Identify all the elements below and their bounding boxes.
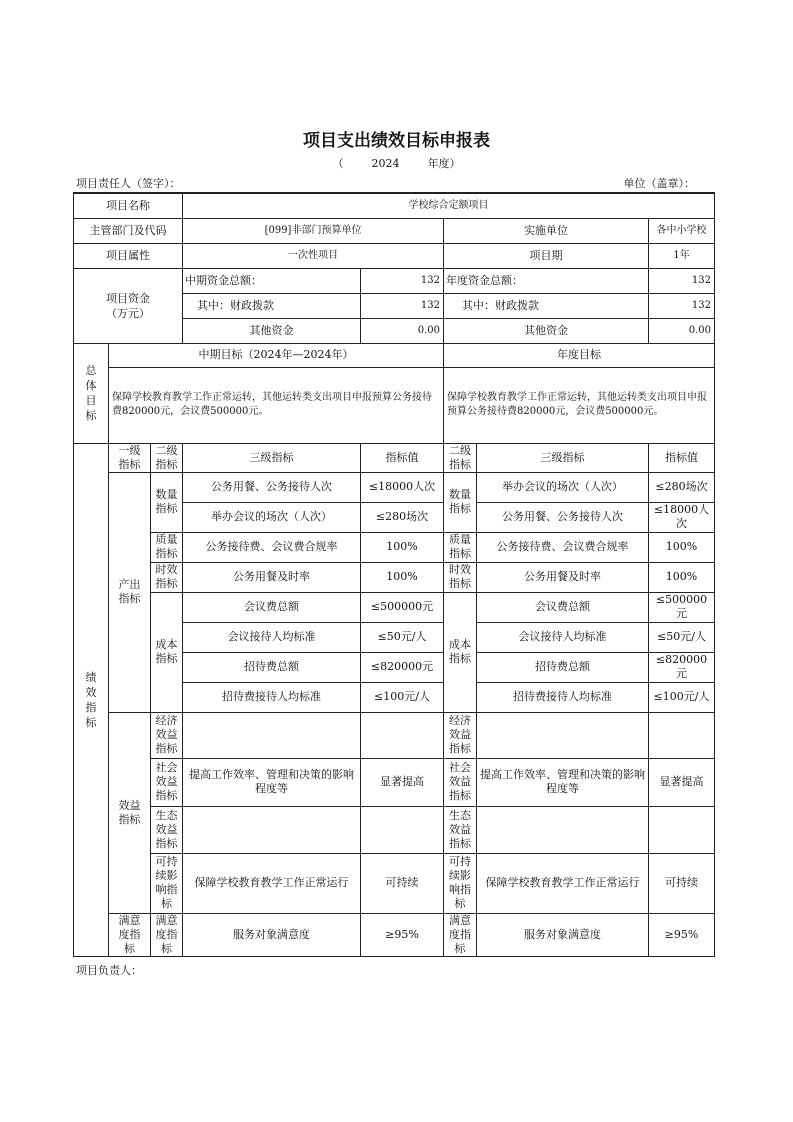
overall-goal-label: 总 体 目 标 bbox=[74, 343, 109, 443]
mid-econ-value bbox=[361, 712, 444, 758]
yr-time-label: 时效 指标 bbox=[444, 562, 477, 592]
yr-quality-label: 质量 指标 bbox=[444, 532, 477, 562]
yr-econ bbox=[477, 712, 649, 758]
yr-social-label: 社会 效益 指标 bbox=[444, 758, 477, 806]
yr-c4-value: ≤100元/人 bbox=[649, 682, 715, 712]
yr-eco-value bbox=[649, 806, 715, 853]
satisfaction-sub-label: 满意 度指 标 bbox=[151, 913, 183, 956]
yr-level2-header: 二级 指标 bbox=[444, 443, 477, 472]
project-name-value: 学校综合定额项目 bbox=[183, 193, 715, 218]
year-goal-header: 年度目标 bbox=[444, 343, 715, 367]
mid-satisfaction: 服务对象满意度 bbox=[183, 913, 361, 956]
year-value: 2024 bbox=[371, 157, 400, 170]
mid-fiscal-value: 132 bbox=[361, 293, 444, 318]
year-fiscal-label: 其中：财政拨款 bbox=[444, 293, 649, 318]
quality-label: 质量 指标 bbox=[151, 532, 183, 562]
yr-cost-label: 成本 指标 bbox=[444, 592, 477, 712]
social-label: 社会 效益 指标 bbox=[151, 758, 183, 806]
mid-c3-value: ≤820000元 bbox=[361, 652, 444, 682]
project-period-label: 项目期 bbox=[444, 243, 649, 268]
mid-goal-header: 中期目标（2024年—2024年） bbox=[109, 343, 444, 367]
output-indicator-label: 产出 指标 bbox=[109, 472, 151, 712]
mid-total-value: 132 bbox=[361, 268, 444, 293]
year-goal-text: 保障学校教育教学工作正常运转，其他运转类支出项目申报预算公务接待费820000元，会议费500000元。 bbox=[444, 367, 715, 443]
page-title: 项目支出绩效目标申报表 bbox=[303, 131, 490, 151]
yr-time: 公务用餐及时率 bbox=[477, 562, 649, 592]
year-total-label: 年度资金总额： bbox=[444, 268, 649, 293]
yr-q2: 公务用餐、公务接待人次 bbox=[477, 502, 649, 532]
yr-social-value: 显著提高 bbox=[649, 758, 715, 806]
year-total-value: 132 bbox=[649, 268, 715, 293]
time-label: 时效 指标 bbox=[151, 562, 183, 592]
mid-c2-value: ≤50元/人 bbox=[361, 622, 444, 652]
yr-satisfaction-label: 满意 度指 标 bbox=[444, 913, 477, 956]
yr-c2-value: ≤50元/人 bbox=[649, 622, 715, 652]
yr-c3: 招待费总额 bbox=[477, 652, 649, 682]
level3-header: 三级指标 bbox=[183, 443, 361, 472]
mid-total-label: 中期资金总额： bbox=[183, 268, 361, 293]
responsible-signature-label: 项目责任人（签字）： bbox=[76, 177, 181, 190]
mid-c1: 会议费总额 bbox=[183, 592, 361, 622]
year-open: （ bbox=[332, 157, 344, 170]
yr-econ-label: 经济 效益 指标 bbox=[444, 712, 477, 758]
yr-q1: 举办会议的场次（人次） bbox=[477, 472, 649, 502]
level1-header: 一级 指标 bbox=[109, 443, 151, 472]
mid-econ bbox=[183, 712, 361, 758]
cost-label: 成本 指标 bbox=[151, 592, 183, 712]
mid-quality-value: 100% bbox=[361, 532, 444, 562]
mid-quality: 公务接待费、会议费合规率 bbox=[183, 532, 361, 562]
mid-fiscal-label: 其中：财政拨款 bbox=[183, 293, 361, 318]
yr-c1-value: ≤500000元 bbox=[649, 592, 715, 622]
mid-c3: 招待费总额 bbox=[183, 652, 361, 682]
project-period-value: 1年 bbox=[649, 243, 715, 268]
mid-satisfaction-value: ≥95% bbox=[361, 913, 444, 956]
dept-label: 主管部门及代码 bbox=[74, 218, 183, 243]
project-attr-label: 项目属性 bbox=[74, 243, 183, 268]
yr-quality-value: 100% bbox=[649, 532, 715, 562]
yr-c4: 招待费接待人均标准 bbox=[477, 682, 649, 712]
econ-label: 经济 效益 指标 bbox=[151, 712, 183, 758]
yr-quantity-label: 数量 指标 bbox=[444, 472, 477, 532]
mid-q1: 公务用餐、公务接待人次 bbox=[183, 472, 361, 502]
satisfaction-label: 满意 度指 标 bbox=[109, 913, 151, 956]
yr-q1-value: ≤280场次 bbox=[649, 472, 715, 502]
funds-label: 项目资金 （万元） bbox=[74, 268, 183, 343]
level2-header: 二级 指标 bbox=[151, 443, 183, 472]
yr-c1: 会议费总额 bbox=[477, 592, 649, 622]
impl-unit-label: 实施单位 bbox=[444, 218, 649, 243]
yr-quality: 公务接待费、会议费合规率 bbox=[477, 532, 649, 562]
mid-time: 公务用餐及时率 bbox=[183, 562, 361, 592]
indicator-label: 绩 效 指 标 bbox=[74, 443, 109, 956]
mid-c1-value: ≤500000元 bbox=[361, 592, 444, 622]
year-fiscal-value: 132 bbox=[649, 293, 715, 318]
yr-sustain-value: 可持续 bbox=[649, 853, 715, 913]
mid-sustain: 保障学校教育教学工作正常运行 bbox=[183, 853, 361, 913]
eco-label: 生态 效益 指标 bbox=[151, 806, 183, 853]
mid-goal-text: 保障学校教育教学工作正常运转，其他运转类支出项目申报预算公务接待费820000元，会议费500000元。 bbox=[109, 367, 444, 443]
value-header: 指标值 bbox=[361, 443, 444, 472]
mid-other-value: 0.00 bbox=[361, 318, 444, 343]
yr-sustain: 保障学校教育教学工作正常运行 bbox=[477, 853, 649, 913]
yr-eco bbox=[477, 806, 649, 853]
sustain-label: 可持 续影 响指 标 bbox=[151, 853, 183, 913]
mid-time-value: 100% bbox=[361, 562, 444, 592]
mid-q1-value: ≤18000人次 bbox=[361, 472, 444, 502]
yr-eco-label: 生态 效益 指标 bbox=[444, 806, 477, 853]
dept-value: [099]非部门预算单位 bbox=[183, 218, 444, 243]
mid-q2-value: ≤280场次 bbox=[361, 502, 444, 532]
yr-social: 提高工作效率、管理和决策的影响程度等 bbox=[477, 758, 649, 806]
yr-value-header: 指标值 bbox=[649, 443, 715, 472]
report-year bbox=[0, 155, 793, 171]
performance-goal-table bbox=[73, 192, 715, 957]
mid-c4-value: ≤100元/人 bbox=[361, 682, 444, 712]
yr-satisfaction-value: ≥95% bbox=[649, 913, 715, 956]
mid-social: 提高工作效率、管理和决策的影响程度等 bbox=[183, 758, 361, 806]
mid-c4: 招待费接待人均标准 bbox=[183, 682, 361, 712]
yr-time-value: 100% bbox=[649, 562, 715, 592]
impl-unit-value: 各中小学校 bbox=[649, 218, 715, 243]
yr-sustain-label: 可持 续影 响指 标 bbox=[444, 853, 477, 913]
mid-q2: 举办会议的场次（人次） bbox=[183, 502, 361, 532]
project-name-label: 项目名称 bbox=[74, 193, 183, 218]
quantity-label: 数量 指标 bbox=[151, 472, 183, 532]
project-leader-label: 项目负责人： bbox=[76, 964, 142, 977]
benefit-indicator-label: 效益 指标 bbox=[109, 712, 151, 913]
year-other-label: 其他资金 bbox=[444, 318, 649, 343]
yr-satisfaction: 服务对象满意度 bbox=[477, 913, 649, 956]
mid-eco-value bbox=[361, 806, 444, 853]
yr-q2-value: ≤18000人次 bbox=[649, 502, 715, 532]
yr-c3-value: ≤820000元 bbox=[649, 652, 715, 682]
unit-seal-label: 单位（盖章）： bbox=[623, 177, 695, 190]
mid-other-label: 其他资金 bbox=[183, 318, 361, 343]
mid-sustain-value: 可持续 bbox=[361, 853, 444, 913]
mid-eco bbox=[183, 806, 361, 853]
project-attr-value: 一次性项目 bbox=[183, 243, 444, 268]
mid-c2: 会议接待人均标准 bbox=[183, 622, 361, 652]
yr-level3-header: 三级指标 bbox=[477, 443, 649, 472]
mid-social-value: 显著提高 bbox=[361, 758, 444, 806]
year-other-value: 0.00 bbox=[649, 318, 715, 343]
yr-econ-value bbox=[649, 712, 715, 758]
yr-c2: 会议接待人均标准 bbox=[477, 622, 649, 652]
year-close: 年度） bbox=[427, 157, 461, 170]
